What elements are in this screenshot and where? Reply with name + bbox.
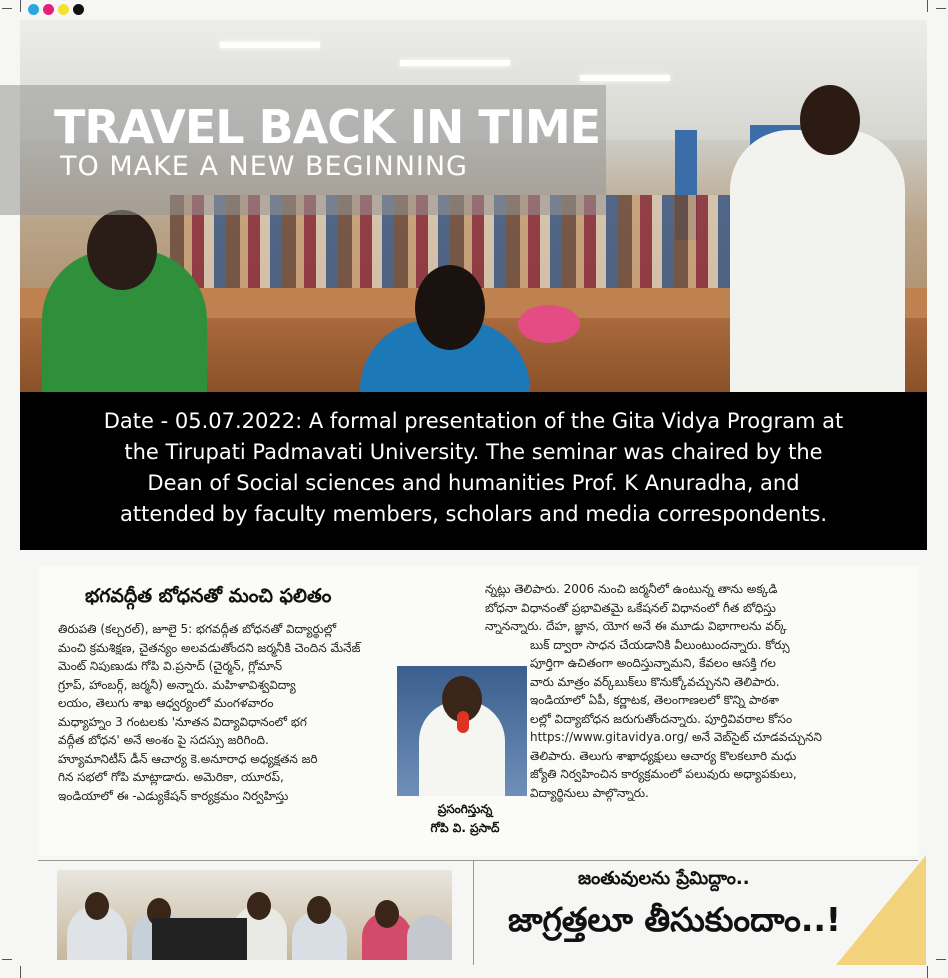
article-line: బోధనా విధానంతో ప్రభావితమై ఒకేషనల్ విధానంలో గీత బోధిస్తు (485, 600, 776, 615)
magenta-dot (43, 4, 54, 15)
section-rule (38, 860, 918, 861)
ceiling-light (400, 60, 510, 66)
article-line: జ్యోతి నిర్వహించిన కార్యక్రమంలో పలువురు అధ్యాపకులు, (530, 767, 797, 781)
inset-caption-line: గోపి వి. ప్రసాద్ (430, 821, 500, 835)
crop-mark (927, 966, 928, 978)
article-line: గ్రూప్, హాంబర్గ్, జర్మనీ) అన్నారు. మహిళావిశ్వవిద్యా (58, 677, 296, 692)
article-title: భగవద్గీత బోధనతో మంచి ఫలితం (85, 585, 332, 607)
cyan-dot (28, 4, 39, 15)
article-line: ఇండియాలో ఏపీ, కర్ణాటక, తెలంగాణలలో కొన్ని పాఠశా (530, 693, 779, 707)
bottom-headline-small: జంతువులను ప్రేమిద్దాం.. (578, 868, 750, 889)
bottom-headline-big: జాగ్రత్తలూ తీసుకుందాం..! (508, 900, 841, 939)
column-rule (473, 860, 474, 965)
seated-woman-green (42, 250, 207, 392)
crop-mark (2, 959, 12, 960)
article-line: వారు మాత్రం వర్క్‌బుక్‌లు కొనుక్కోవచ్చునని తెలిపారు. (530, 674, 780, 689)
article-line: ఇండియాలో ఈ -ఎడ్యుకేషన్ కార్యక్రమం నిర్వహిస్తు (58, 788, 289, 803)
crop-mark (927, 0, 928, 12)
article-line: మంచి క్రమశిక్షణ, చైతన్యం అలవడుతోందని జర్మనీకి చెందిన మేనేజ్ (58, 640, 361, 655)
flower-bouquet (518, 305, 580, 343)
article-line: న్నట్లు తెలిపారు. 2006 నుంచి జర్మనీలో ఉంటున్న తాను అక్కడి (485, 582, 778, 596)
crop-mark (2, 8, 12, 9)
crop-mark (936, 959, 946, 960)
article-line: తెలిపారు. తెలుగు శాఖాధ్యక్షులు ఆచార్య కొలకలూరి మధు (530, 748, 797, 763)
headline-sub: TO MAKE A NEW BEGINNING (60, 151, 468, 182)
article-line: విద్యార్థినులు పాల్గొన్నారు. (530, 785, 649, 800)
caption-line: Dean of Social sciences and humanities Prof. K Anuradha, and (147, 471, 800, 495)
yellow-corner-accent (836, 855, 926, 965)
laptop (152, 918, 247, 960)
article-line: తిరుపతి (కల్చరల్), జూలై 5: భగవద్గీత బోధనతో విద్యార్థుల్లో (58, 622, 337, 636)
article-line: న్నానన్నారు. దేహ, జ్ఞాన, యోగ అనే ఈ మూడు విభాగాలను వర్క్ (485, 619, 787, 633)
article-line: పూర్తిగా ఉచితంగా అందిస్తున్నామని, కేవలం ఆసక్తి గల (530, 656, 776, 670)
crop-mark (936, 8, 946, 9)
article-line: బుక్ ద్వారా సాధన చేయడానికి వీలుంటుందన్నారు. కోర్సు (530, 637, 790, 652)
article-line: లయం, తెలుగు శాఖ ఆధ్వర్యంలో మంగళవారం (58, 696, 274, 710)
black-dot (73, 4, 84, 15)
article-line: గిన సభలో గోపి మాట్లాడారు. అమెరికా, యూరప్, (58, 770, 284, 784)
inset-photo-caption (405, 800, 525, 838)
ceiling-light (220, 42, 320, 48)
meeting-photo (57, 870, 452, 960)
article-line: వద్గీత బోధన' అనే అంశం పై సదస్సు జరిగింది. (58, 733, 269, 747)
article-line: మెంట్ నిపుణుడు గోపి వి.ప్రసాద్ (చైర్మన్, గ్లోమాన్ (58, 659, 283, 673)
caption-line: attended by faculty members, scholars and media correspondents. (119, 502, 827, 526)
yellow-dot (58, 4, 69, 15)
crop-mark (20, 966, 21, 978)
attendee-head (247, 892, 271, 920)
inset-caption-line: ప్రసంగిస్తున్న (437, 802, 493, 816)
attendee-head (307, 896, 331, 924)
caption-line: the Tirupati Padmavati University. The seminar was chaired by the (124, 440, 823, 464)
caption-line: Date - 05.07.2022: A formal presentation of the Gita Vidya Program at (103, 409, 844, 433)
ceiling-light (580, 75, 670, 81)
article-line: లల్లో విద్యాబోధన జరుగుతోందన్నారు. పూర్తివివరాల కోసం (530, 711, 793, 726)
photo-caption (20, 392, 927, 550)
headline-main: TRAVEL BACK IN TIME (54, 100, 601, 154)
attendee-head (85, 892, 109, 920)
article-line: మధ్యాహ్నం 3 గంటలకు 'నూతన విద్యావిధానంలో భగ (58, 714, 307, 729)
attendee (407, 915, 452, 960)
attendee-head (375, 900, 399, 928)
article-line: హ్యూమానిటీస్ డీన్ ఆచార్య కె.అనూరాధ అధ్యక్షతన జరి (58, 751, 318, 766)
speaker (730, 130, 905, 392)
article-right-column (485, 580, 905, 802)
crop-mark (20, 0, 21, 12)
article-line: https://www.gitavidya.org/ అనే వెబ్‌సైట్ చూడవచ్చునని (530, 730, 822, 744)
microphone (457, 711, 469, 733)
registration-marks (28, 4, 84, 15)
